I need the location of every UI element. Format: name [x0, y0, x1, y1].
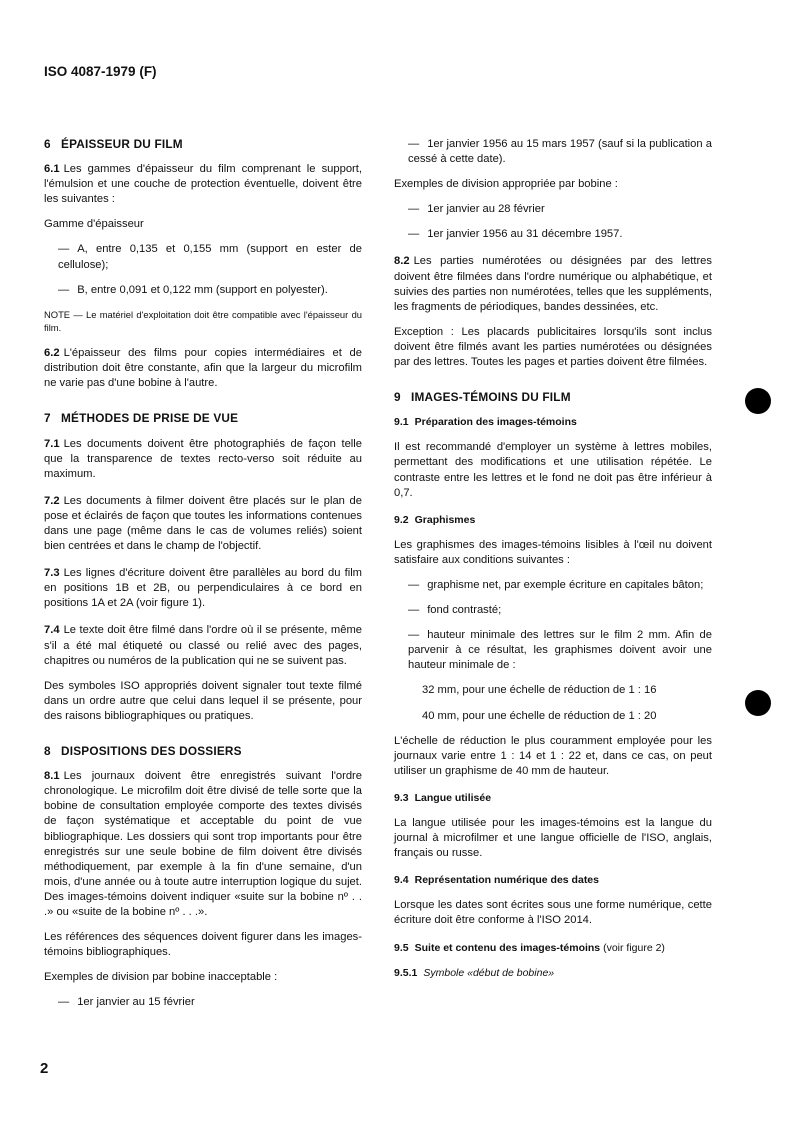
note: NOTE — Le matériel d'exploitation doit être compatible avec l'épaisseur du film. — [44, 308, 362, 333]
subsection-9-5-1-heading: 9.5.1 Symbole «début de bobine» — [394, 966, 555, 979]
paragraph-8-1-b: Les références des séquences doivent figurer dans les images-témoins bibliographiques. — [44, 931, 362, 959]
paragraph-6-2: 6.2 L'épaisseur des films pour copies intermédiaires et de distribution doit être constante, afin que la largeur du microfilm ne varie pas d'une bobine à l'autre. — [44, 347, 362, 390]
list-item: — A, entre 0,135 et 0,155 mm (support en ester de cellulose); — [58, 243, 362, 271]
subsection-9-5-heading: 9.5 Suite et contenu des images-témoins (voir figure 2) — [394, 941, 665, 954]
list-item: — 1er janvier 1956 au 15 mars 1957 (sauf si la publication a cessé à cette date). — [408, 138, 712, 166]
scale-line-16: 32 mm, pour une échelle de réduction de 1 : 16 — [422, 684, 657, 697]
gamme-label: Gamme d'épaisseur — [44, 218, 144, 231]
list-item: — 1er janvier au 15 février — [58, 996, 195, 1009]
paragraph-9-4: Lorsque les dates sont écrites sous une forme numérique, cette écriture doit être conforme à l'ISO 2014. — [394, 899, 712, 927]
paragraph-7-2: 7.2 Les documents à filmer doivent être placés sur le plan de pose et éclairés de façon que toutes les informations contenues dans une page (même dans le cas de volumes reliés) soient bien centrées et dans le champ de l'objectif. — [44, 494, 362, 553]
paragraph-9-1: Il est recommandé d'employer un système à lettres mobiles, permettant des modifications et une utilisation répétée. Le contraste entre les lettres et le fond ne doit pas être inférieur à 0,7. — [394, 441, 712, 499]
paragraph-9-2: Les graphismes des images-témoins lisibles à l'œil nu doivent satisfaire aux conditions suivantes : — [394, 538, 712, 566]
paragraph-7-4-b: Des symboles ISO appropriés doivent signaler tout texte filmé dans un ordre autre que celui dans lequel il se présente, pour des raisons bibliographiques ou pratiques. — [44, 679, 362, 722]
document-header: ISO 4087-1979 (F) — [44, 64, 157, 79]
section-9-heading: 9 IMAGES-TÉMOINS DU FILM — [394, 390, 571, 405]
registration-mark — [745, 388, 771, 414]
scale-line-20: 40 mm, pour une échelle de réduction de 1 : 20 — [422, 709, 657, 722]
list-item: — 1er janvier au 28 février — [408, 203, 545, 216]
list-item: — graphisme net, par exemple écriture en capitales bâton; — [408, 578, 704, 591]
section-7-heading: 7 MÉTHODES DE PRISE DE VUE — [44, 411, 239, 426]
paragraph-8-1: 8.1 Les journaux doivent être enregistrés suivant l'ordre chronologique. Le microfilm doit être divisé de telle sorte que la bobine de consultation employée comporte des textes divisés de façon systématique et acceptable du point de vue bibliographique. Les dossiers qui sont trop importants pour être enregistrés sur une seule bobine de film doivent être divisés méthodiquement, par exemple à la fin d'une semaine, d'un mois, d'une année ou à toute autre interruption logique du sujet. Des images-témoins doivent indiquer «suite sur la bobine nº . . .» ou «suite de la bobine nº . . .». — [44, 770, 362, 918]
page-number: 2 — [40, 1060, 49, 1077]
paragraph-8-2: 8.2 Les parties numérotées ou désignées par des lettres doivent être filmées dans l'ordre numérique ou alphabétique, et suivies des parties non numérotées, telles que les suppléments, les fragments de périodiques, bandes dessinées, etc. — [394, 255, 712, 313]
subsection-9-1-heading: 9.1 Préparation des images-témoins — [394, 416, 577, 429]
right-column — [394, 137, 712, 991]
paragraph-7-1: 7.1 Les documents doivent être photographiés de façon telle que la transparence de textes recto-verso soit réduite au maximum. — [44, 437, 362, 480]
section-6-heading: 6 ÉPAISSEUR DU FILM — [44, 137, 183, 151]
subsection-9-3-heading: 9.3 Langue utilisée — [394, 791, 492, 804]
paragraph-7-4: 7.4 Le texte doit être filmé dans l'ordre où il se présente, même s'il a été mal étiqueté ou classé ou relié avec des pages, chapitres ou numéros de la publication qui ne se suivent pas. — [44, 624, 362, 667]
paragraph-9-3: La langue utilisée pour les images-témoins est la langue du journal à microfilmer et une langue officielle de l'ISO, anglais, français ou russe. — [394, 817, 712, 860]
section-8-heading: 8 DISPOSITIONS DES DOSSIERS — [44, 744, 242, 759]
left-column — [44, 137, 362, 1020]
paragraph-8-1-c: Exemples de division par bobine inacceptable : — [44, 971, 278, 984]
list-item: — hauteur minimale des lettres sur le film 2 mm. Afin de parvenir à ce résultat, les graphismes doivent avoir une hauteur minimale de : — [408, 629, 712, 672]
list-item: — 1er janvier 1956 au 31 décembre 1957. — [408, 228, 623, 241]
registration-mark — [745, 690, 771, 716]
subsection-9-2-heading: 9.2 Graphismes — [394, 513, 476, 526]
paragraph-7-3: 7.3 Les lignes d'écriture doivent être parallèles au bord du film en positions 1B et 2B, ou perpendiculaires à ce bord en positions 1A et 2A (voir figure 1). — [44, 567, 362, 610]
exception-paragraph: Exception : Les placards publicitaires lorsqu'ils sont inclus doivent être filmés avant les parties numérotées ou désignées par des lettres. Toutes les pages et parties doivent être filmées. — [394, 325, 712, 369]
list-item: — fond contrasté; — [408, 604, 502, 617]
list-item: — B, entre 0,091 et 0,122 mm (support en polyester). — [58, 283, 328, 296]
example-intro: Exemples de division appropriée par bobine : — [394, 178, 618, 191]
subsection-9-4-heading: 9.4 Représentation numérique des dates — [394, 874, 599, 887]
paragraph-6-1: 6.1 Les gammes d'épaisseur du film comprenant le support, l'émulsion et une couche de protection éventuelle, doivent être les suivantes : — [44, 163, 362, 206]
paragraph-9-2-b: L'échelle de réduction le plus couramment employée pour les journaux varie entre 1 : 14 et 1 : 22 et, dans ce cas, on peut utiliser un graphisme de 40 mm de hauteur. — [394, 734, 712, 777]
